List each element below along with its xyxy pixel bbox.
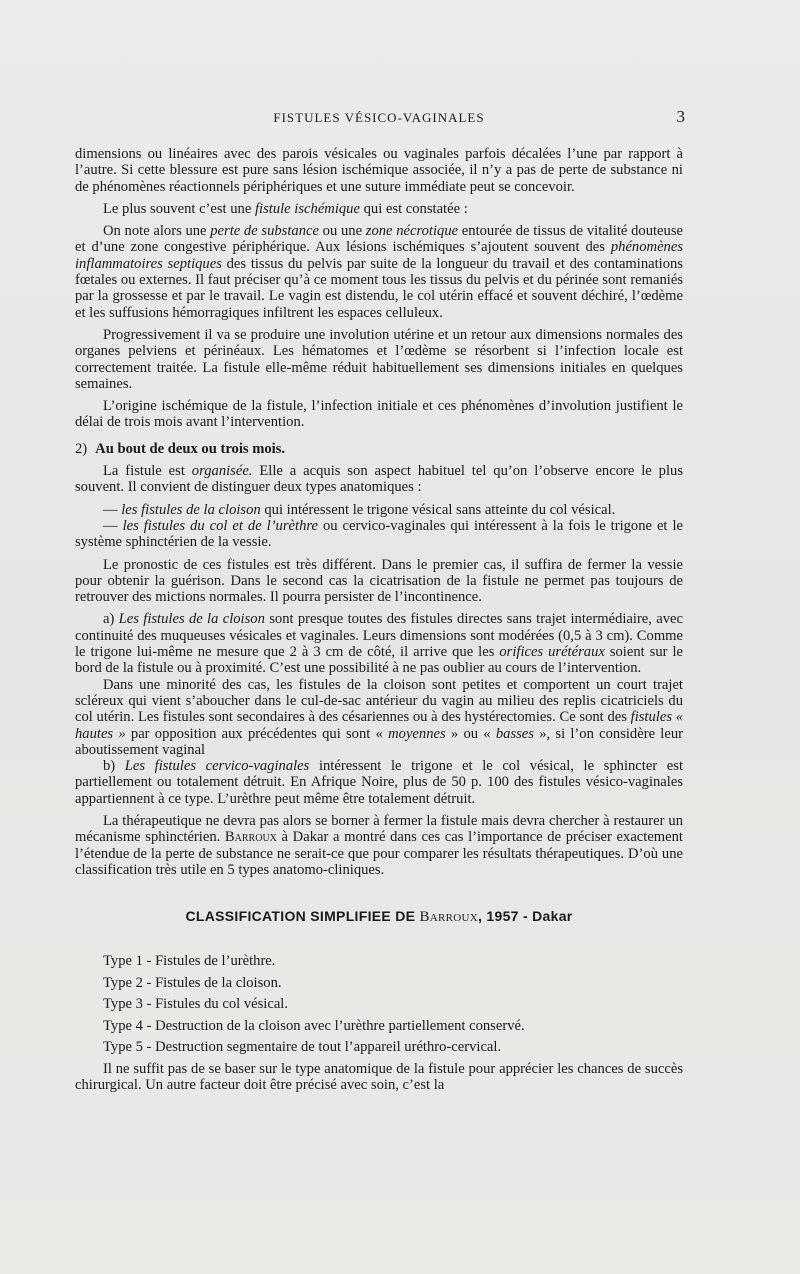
list-item: — les fistules de la cloison qui intéressent le trigone vésical sans atteinte du col vésical. bbox=[103, 501, 616, 518]
paragraph: dimensions ou linéaires avec des parois vésicales ou vaginales parfois décalées l’une par rapport à l’autre. Si cette blessure est pure sans lésion ischémique associée, il n’y a pas de perte de substance ni de phénomènes réactionnels périphériques et une suture immédiate peut se concevoir. bbox=[75, 146, 683, 195]
page-header bbox=[75, 107, 685, 132]
paragraph: a) Les fistules de la cloison sont presque toutes des fistules directes sans trajet intermédiaire, avec continuité des muqueuses vésicales et vaginales. Leurs dimensions sont modérées (0,5 à 3 cm). Comme le trigone lui-même ne mesure que 2 à 3 cm de côté, il arrive que les orifices urétéraux soient sur le bord de la fistule ou à proximité. C’est une possibilité à ne pas oublier au cours de l’intervention. bbox=[75, 611, 683, 677]
list-item: — les fistules du col et de l’urèthre ou cervico-vaginales qui intéressent à la fois le trigone et le système sphinctérien de la vessie. bbox=[75, 517, 683, 551]
paragraph: b) Les fistules cervico-vaginales intéressent le trigone et le col vésical, le sphincter est partiellement ou totalement détruit. En Afrique Noire, plus de 50 p. 100 des fistules vésico-vaginales appartiennent à ce type. L’urèthre peut même être totalement détruit. bbox=[75, 758, 683, 807]
classification-type: Type 4 - Destruction de la cloison avec l’urèthre partiellement conservé. bbox=[103, 1017, 525, 1034]
body-text bbox=[75, 146, 683, 1100]
classification-type: Type 1 - Fistules de l’urèthre. bbox=[103, 953, 276, 970]
running-title: FISTULES VÉSICO-VAGINALES bbox=[273, 110, 485, 125]
paragraph: On note alors une perte de substance ou une zone nécrotique entourée de tissus de vitalité douteuse et d’une zone congestive périphérique. Aux lésions ischémiques s’ajoutent souvent des phénomènes inflammatoires septiques des tissus du pelvis par suite de la longueur du travail et des contaminations fœtales ou externes. Il faut préciser qu’à ce moment tous les tissus du pelvis et du périnée sont remaniés par la grossesse et par le travail. Le vagin est distendu, le col utérin effacé et souvent déchiré, l’œdème et les suffusions hémorragiques infiltrent les espaces celluleux. bbox=[75, 223, 683, 321]
page-number: 3 bbox=[676, 107, 685, 126]
classification-type: Type 2 - Fistules de la cloison. bbox=[103, 974, 282, 991]
paragraph: L’origine ischémique de la fistule, l’infection initiale et ces phénomènes d’involution justifient le délai de trois mois avant l’intervention. bbox=[75, 398, 683, 431]
classification-type: Type 5 - Destruction segmentaire de tout l’appareil uréthro-cervical. bbox=[103, 1039, 502, 1056]
paragraph: Dans une minorité des cas, les fistules de la cloison sont petites et comportent un court trajet scléreux qui vient s’aboucher dans le cul-de-sac antérieur du vagin au milieu des replis cicatriciels du col utérin. Les fistules sont secondaires à des césariennes ou à des hystérectomies. Ce sont des fistules « hautes » par opposition aux précédentes qui sont « moyennes » ou « basses », si l’on considère leur aboutissement vaginal bbox=[75, 676, 684, 758]
paragraph: Progressivement il va se produire une involution utérine et un retour aux dimensions normales des organes pelviens et périnéaux. Les hématomes et l’œdème se résorbent si l’infection locale est correctement traitée. La fistule elle-même réduit habituellement ses dimensions initiales en quelques semaines. bbox=[75, 326, 683, 392]
section-heading: 2) Au bout de deux ou trois mois. bbox=[75, 440, 286, 457]
paragraph: Le plus souvent c’est une fistule ischémique qui est constatée : bbox=[103, 200, 468, 217]
paragraph: Le pronostic de ces fistules est très différent. Dans le premier cas, il suffira de fermer la vessie pour obtenir la guérison. Dans le second cas la cicatrisation de la fistule ne permet pas toujours de retrouver des mictions normales. Il pourra persister de l’incontinence. bbox=[75, 556, 683, 606]
classification-title: CLASSIFICATION SIMPLIFIEE DE Barroux, 1957 - Dakar bbox=[185, 908, 573, 926]
paragraph: Il ne suffit pas de se baser sur le type anatomique de la fistule pour apprécier les chances de succès chirurgical. Un autre facteur doit être précisé avec soin, c’est la bbox=[75, 1060, 683, 1094]
classification-type: Type 3 - Fistules du col vésical. bbox=[103, 996, 289, 1013]
paragraph: La thérapeutique ne devra pas alors se borner à fermer la fistule mais devra chercher à restaurer un mécanisme sphinctérien. Barroux à Dakar a montré dans ces cas l’importance de préciser exactement l’étendue de la perte de substance ne serait-ce que pour comparer les résultats thérapeutiques. D’où une classification très utile en 5 types anatomo-cliniques. bbox=[75, 812, 683, 878]
classification-list bbox=[103, 953, 683, 1055]
paragraph: La fistule est organisée. Elle a acquis son aspect habituel tel qu’on l’observe encore le plus souvent. Il convient de distinguer deux types anatomiques : bbox=[75, 463, 683, 496]
